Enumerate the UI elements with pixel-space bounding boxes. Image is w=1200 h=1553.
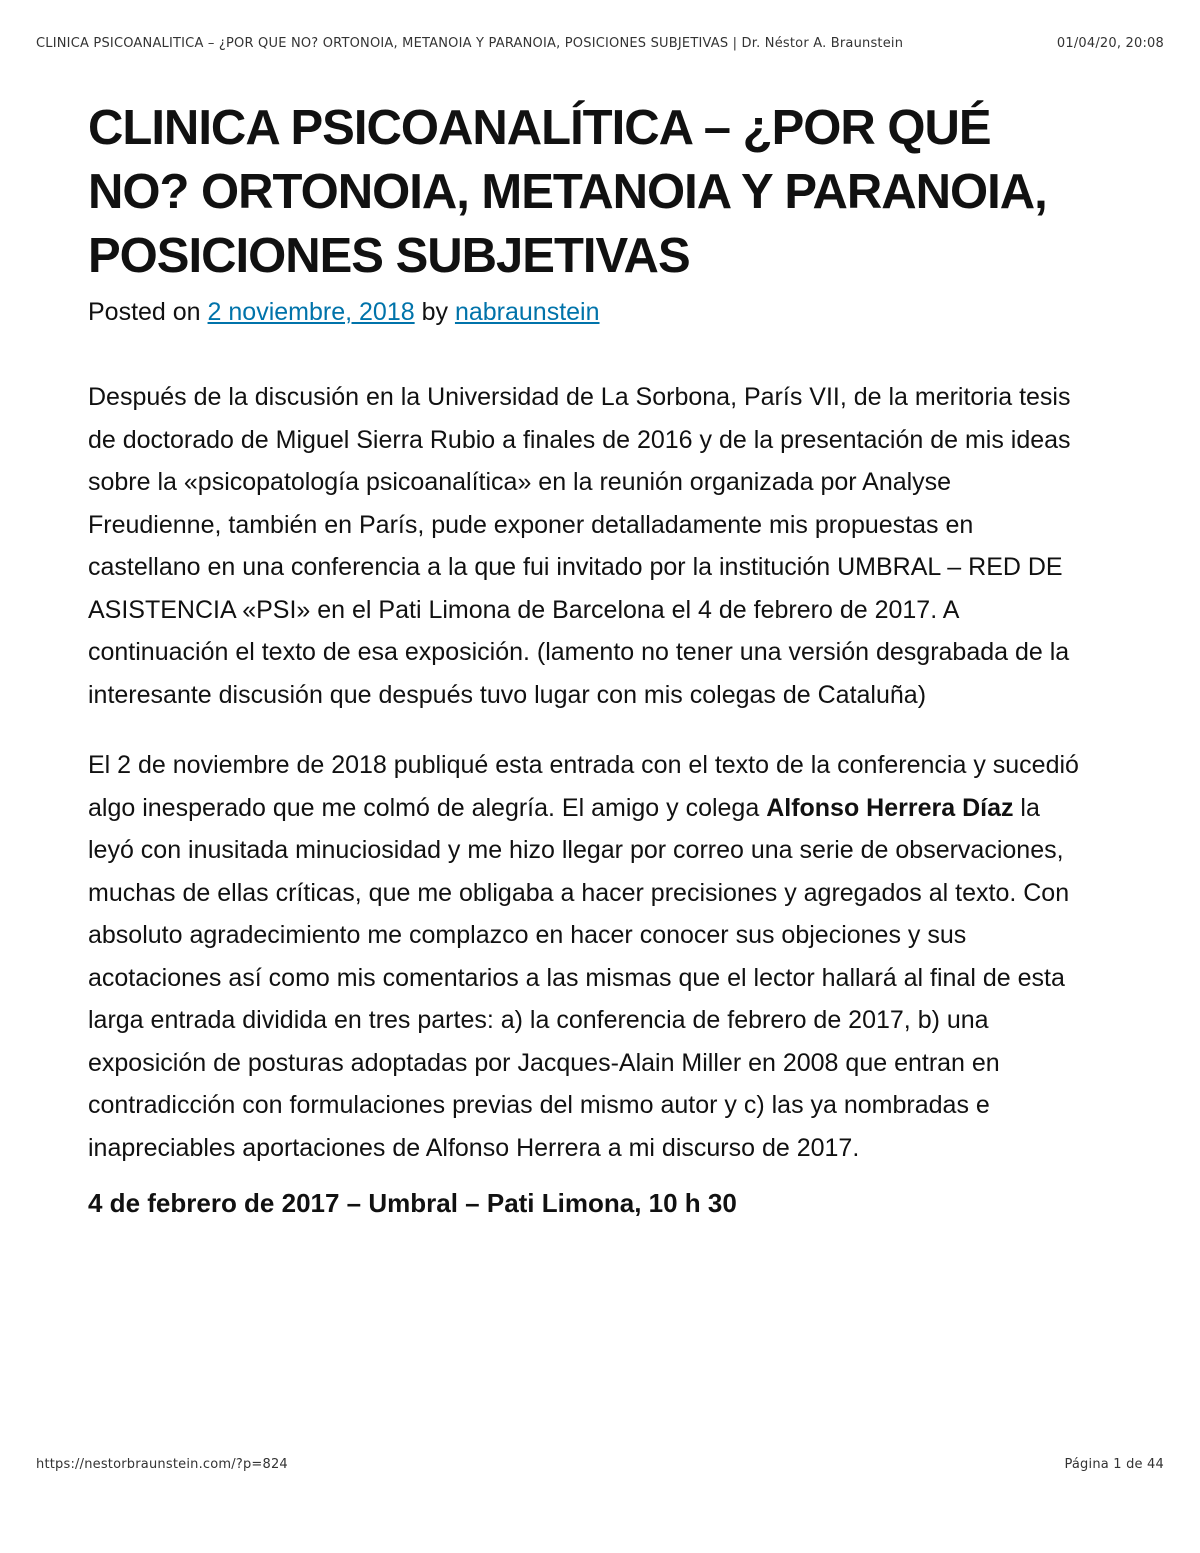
print-header-title: CLINICA PSICOANALITICA – ¿POR QUE NO? ORTONOIA, METANOIA Y PARANOIA, POSICIONES SUBJETIVAS | Dr. Néstor A. Braunstein — [36, 35, 904, 51]
paragraph-second-after: la leyó con inusitada minuciosidad y me hizo llegar por correo una serie de observaciones, muchas de ellas críticas, que me obligaba a hacer precisiones y agregados al texto. Con absoluto agradecimiento me complazco en hacer conocer sus objeciones y sus acotaciones así como mis comentarios a las mismas que el lector hallará al final de esta larga entrada dividida en tres partes: a) la conferencia de febrero de 2017, b) una exposición de posturas adoptadas por Jacques-Alain Miller en 2008 que entran en contradicción con formulaciones previas del mismo autor y c) las ya nombradas e inapreciables aportaciones de Alfonso Herrera a mi discurso de 2017. — [88, 793, 1070, 1162]
entry-content — [88, 376, 1088, 1221]
posted-on-label: Posted on — [88, 298, 201, 326]
print-header — [36, 33, 1164, 53]
print-footer-page-number: Página 1 de 44 — [1064, 1456, 1164, 1472]
page-title: CLINICA PSICOANALÍTICA – ¿POR QUÉ NO? ORTONOIA, METANOIA Y PARANOIA, POSICIONES SUBJETIVAS — [88, 101, 1047, 283]
post-date-link[interactable]: 2 noviembre, 2018 — [207, 298, 415, 326]
print-footer — [36, 1454, 1164, 1474]
by-label: by — [421, 298, 448, 326]
paragraph-intro: Después de la discusión en la Universidad de La Sorbona, París VII, de la meritoria tesis de doctorado de Miguel Sierra Rubio a finales de 2016 y de la presentación de mis ideas sobre la «psicopatología psicoanalítica» en la reunión organizada por Analyse Freudienne, también en París, pude exponer detalladamente mis propuestas en castellano en una conferencia a la que fui invitado por la institución UMBRAL – RED DE ASISTENCIA «PSI» en el Pati Limona de Barcelona el 4 de febrero de 2017. A continuación el texto de esa exposición. (lamento no tener una versión desgrabada de la interesante discusión que después tuvo lugar con mis colegas de Cataluña) — [88, 383, 1071, 709]
section-subheading: 4 de febrero de 2017 – Umbral – Pati Limona, 10 h 30 — [88, 1188, 737, 1218]
entry-meta — [88, 294, 1088, 330]
print-footer-url: https://nestorbraunstein.com/?p=824 — [36, 1456, 288, 1472]
print-header-datetime: 01/04/20, 20:08 — [1056, 35, 1164, 51]
article — [88, 96, 1088, 1221]
paragraph-second-before: El 2 de noviembre de 2018 publiqué esta entrada con el texto de la conferencia y sucedió algo inesperado que me colmó de alegría. El amigo y colega — [88, 751, 1079, 822]
paragraph-second — [88, 744, 1088, 1169]
paragraph-second-bold-name: Alfonso Herrera Díaz — [766, 793, 1014, 822]
author-link[interactable]: nabraunstein — [454, 298, 600, 326]
